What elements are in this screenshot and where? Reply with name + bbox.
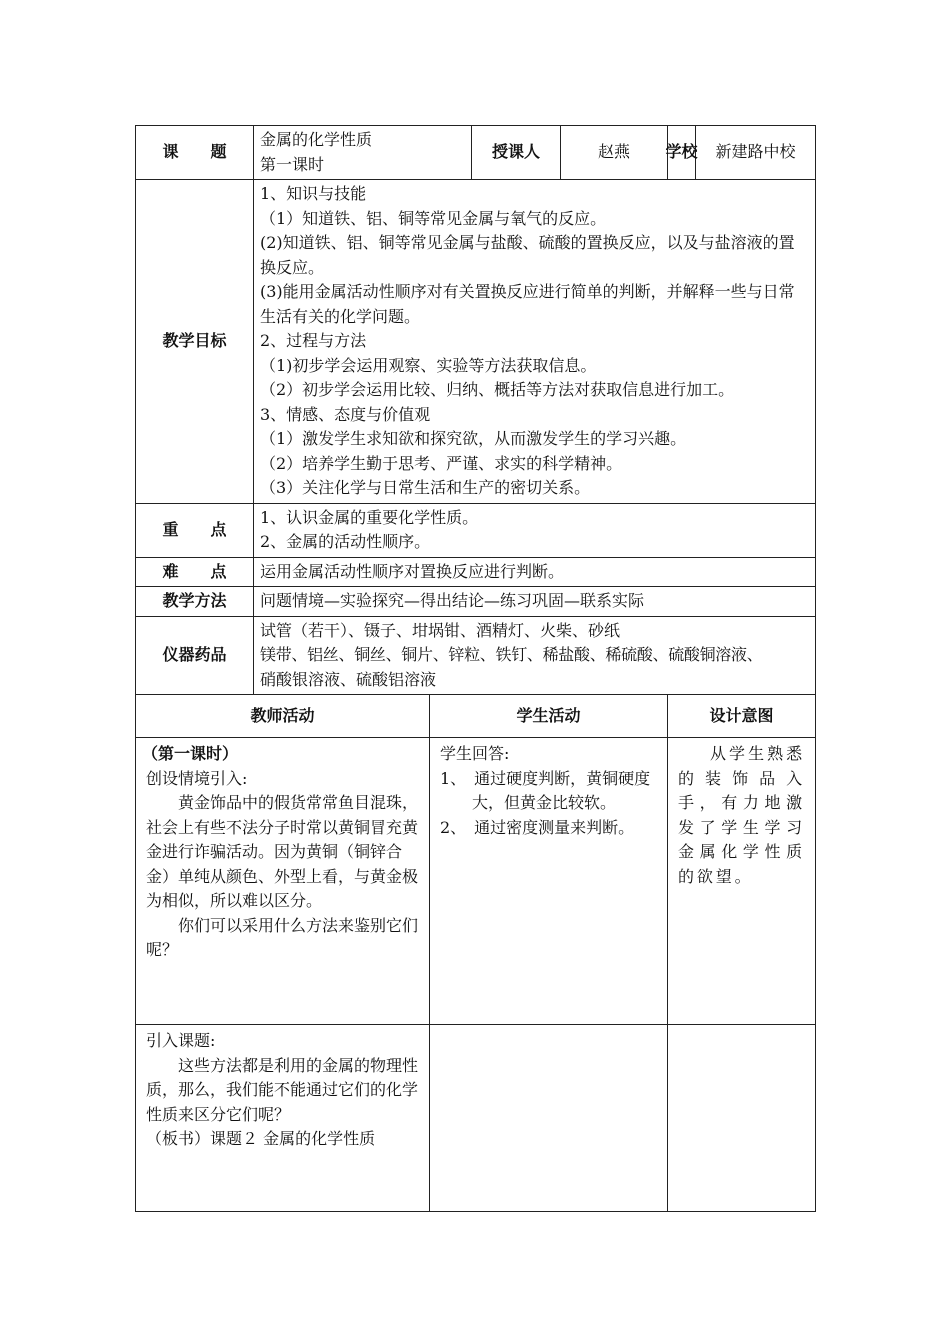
materials-line-3: 硝酸银溶液、硫酸铝溶液 [260, 669, 437, 689]
student-activity-header: 学生活动 [430, 695, 668, 738]
student-intro: 学生回答: [440, 744, 510, 763]
teacher-activity-1 [136, 738, 430, 1025]
key-point-2: 2、金属的活动性顺序。 [260, 532, 431, 551]
difficulties-content: 运用金属活动性顺序对置换反应进行判断。 [254, 557, 816, 587]
difficulties-row [136, 557, 816, 587]
key-points-content [254, 503, 816, 557]
key-points-label: 重 点 [136, 503, 254, 557]
lesson-plan-table [135, 125, 816, 1212]
school-label [665, 126, 698, 180]
method-row [136, 587, 816, 617]
teacher-intro-2: 引入课题: [146, 1031, 216, 1050]
activities-row-2 [136, 1025, 816, 1212]
objectives-row [136, 180, 816, 504]
materials-line-1: 试管（若干）、镊子、坩埚钳、酒精灯、火柴、砂纸 [260, 620, 621, 640]
topic-line-2: 第一课时 [260, 154, 325, 174]
school-name: 新建路中校 [696, 126, 816, 180]
topic-line-1: 金属的化学性质 [260, 130, 373, 149]
objective-line-4: (3)能用金属活动性顺序对有关置换反应进行简单的判断，并解释一些与日常生活有关的化学问题。 [260, 282, 795, 326]
lesson-period-title: （第一课时） [142, 744, 239, 763]
teacher-name: 赵燕 [561, 126, 668, 180]
objective-line-1: 1、知识与技能 [260, 184, 367, 203]
method-content: 问题情境—实验探究—得出结论—练习巩固—联系实际 [254, 587, 816, 617]
student-answer-1: 1、 通过硬度判断，黄铜硬度大，但黄金比较软。 [440, 768, 651, 812]
objective-line-11: （3）关注化学与日常生活和生产的密切关系。 [260, 478, 591, 497]
teacher-paragraph-2: 你们可以采用什么方法来鉴别它们呢？ [146, 915, 419, 959]
teacher-activity-2 [136, 1025, 430, 1212]
topic-label: 课 题 [136, 126, 254, 180]
design-intent-header: 设计意图 [668, 695, 816, 738]
materials-row [136, 616, 816, 695]
method-label: 教学方法 [136, 587, 254, 617]
objective-line-3: (2)知道铁、铝、铜等常见金属与盐酸、硫酸的置换反应，以及与盐溶液的置换反应。 [260, 233, 795, 277]
student-answer-2: 2、 通过密度测量来判断。 [440, 817, 635, 837]
materials-label: 仪器药品 [136, 616, 254, 695]
teacher-activity-header: 教师活动 [136, 695, 430, 738]
teacher-label: 授课人 [472, 126, 561, 180]
objective-line-8: 3、情感、态度与价值观 [260, 404, 431, 424]
key-point-1: 1、认识金属的重要化学性质。 [260, 507, 479, 527]
objectives-content [254, 180, 816, 504]
blackboard-note: （板书）课题２ 金属的化学性质 [146, 1129, 376, 1148]
teacher-paragraph-1: 黄金饰品中的假货常常鱼目混珠，社会上有些不法分子时常以黄铜冒充黄金进行诈骗活动。因为黄铜（铜锌合金）单纯从颜色、外型上看，与黄金极为相似，所以难以区分。 [146, 793, 419, 910]
materials-content [254, 616, 816, 695]
design-intent-1 [668, 738, 816, 1025]
materials-line-2: 镁带、铝丝、铜丝、铜片、锌粒、铁钉、稀盐酸、稀硫酸、硫酸铜溶液、 [260, 645, 763, 664]
objective-line-2: （1）知道铁、铝、铜等常见金属与氧气的反应。 [260, 208, 607, 228]
teacher-paragraph-3: 这些方法都是利用的金属的物理性质，那么，我们能不能通过它们的化学性质来区分它们呢？ [146, 1055, 419, 1124]
difficulties-label: 难 点 [136, 557, 254, 587]
teacher-intro-1: 创设情境引入: [146, 768, 248, 788]
objective-line-10: （2）培养学生勤于思考、严谨、求实的科学精神。 [260, 453, 623, 473]
objectives-label: 教学目标 [136, 180, 254, 504]
objective-line-6: （1)初步学会运用观察、实验等方法获取信息。 [260, 355, 597, 375]
school-label-text: 学校 [665, 142, 698, 162]
objective-line-9: （1）激发学生求知欲和探究欲，从而激发学生的学习兴趣。 [260, 429, 687, 448]
activities-header-row [136, 695, 816, 738]
topic-value [254, 126, 472, 180]
design-intent-text: 从学生熟悉的装饰品入手，有力地激发了学生学习金属化学性质的欲望。 [678, 744, 806, 886]
objective-line-7: （2）初步学会运用比较、归纳、概括等方法对获取信息进行加工。 [260, 380, 735, 399]
student-activity-2 [430, 1025, 668, 1212]
student-activity-1 [430, 738, 668, 1025]
header-row [136, 126, 816, 180]
key-points-row [136, 503, 816, 557]
objective-line-5: 2、过程与方法 [260, 331, 367, 350]
design-intent-2 [668, 1025, 816, 1212]
activities-row-1 [136, 738, 816, 1025]
